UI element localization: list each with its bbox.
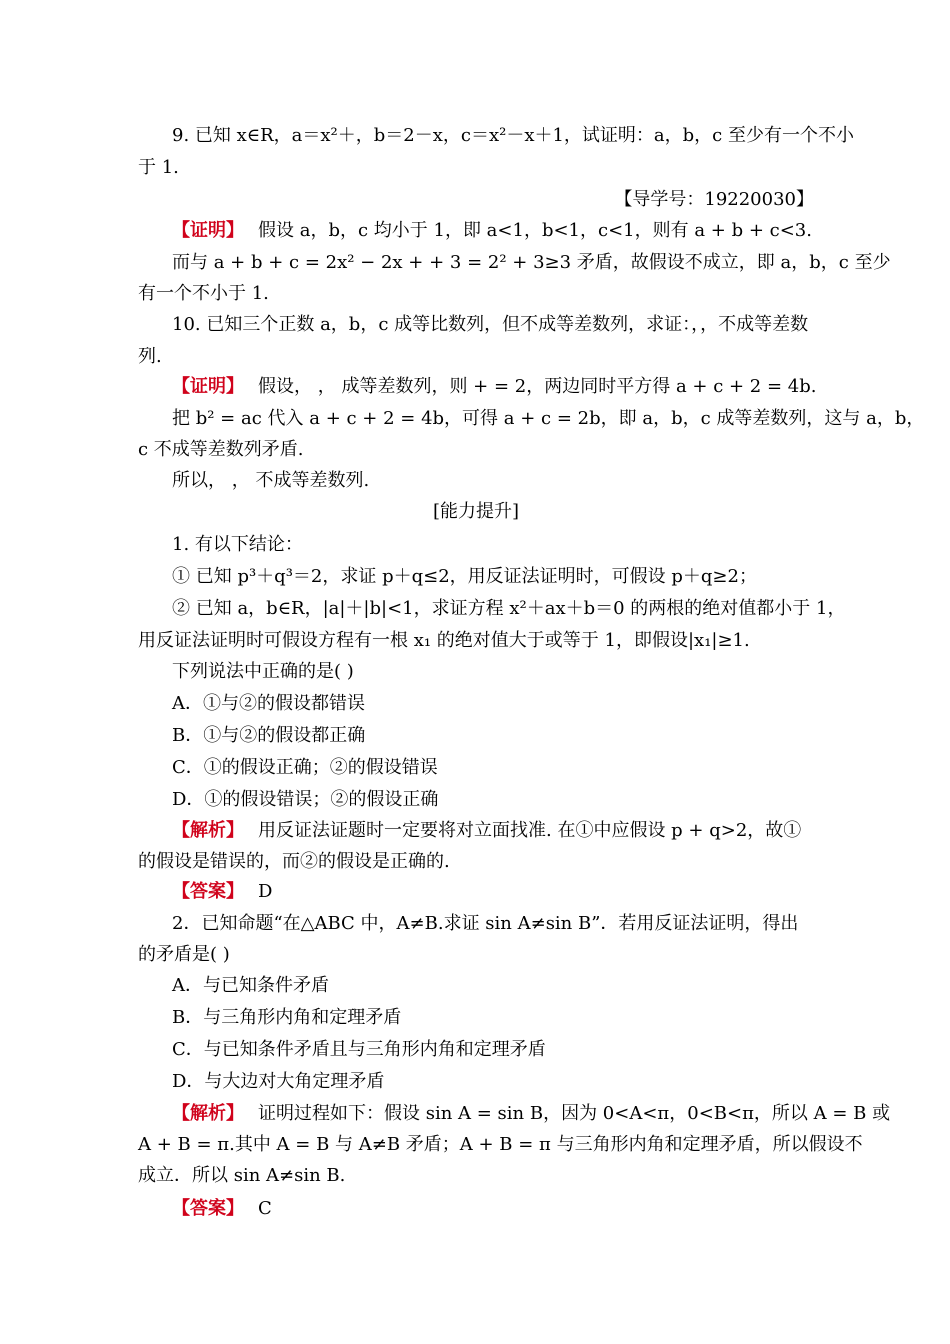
p2-option-b: B．与三角形内角和定理矛盾 [172, 1007, 402, 1028]
answer-tag: 【答案】 [172, 881, 244, 902]
p2-stem-line1: 2．已知命题“在△ABC 中，A≠B.求证 sin A≠sin B”．若用反证法证明，得出 [172, 913, 799, 934]
p1-option-c: C．①的假设正确；②的假设错误 [172, 757, 438, 778]
q10-line1: 10. 已知三个正数 a，b，c 成等比数列，但不成等差数列，求证：，，不成等差数 [172, 314, 809, 335]
p1-statement-1: ① 已知 p³＋q³＝2，求证 p＋q≤2，用反证法证明时，可假设 p＋q≥2； [172, 566, 757, 587]
q9-proof-line1: 【证明】 假设 a，b，c 均小于 1，即 a<1，b<1，c<1，则有 a + b + c<3. [172, 220, 812, 241]
p2-option-a: A．与已知条件矛盾 [172, 975, 329, 996]
analysis-tag: 【解析】 [172, 1103, 244, 1124]
q10-proof-line4: 所以， ， 不成等差数列. [172, 470, 370, 491]
q9-line2: 于 1. [138, 157, 179, 178]
q10-proof-line3: c 不成等差数列矛盾. [138, 439, 304, 460]
p1-statement-2b: 用反证法证明时可假设方程有一根 x₁ 的绝对值大于或等于 1，即假设|x₁|≥1. [138, 630, 750, 651]
p1-option-d: D．①的假设错误；②的假设正确 [172, 789, 439, 810]
p1-analysis-line2: 的假设是错误的，而②的假设是正确的. [138, 851, 450, 872]
section-title: [能力提升] [432, 501, 520, 522]
p2-analysis-line2: A + B = π.其中 A = B 与 A≠B 矛盾；A + B = π 与三角形内角和定理矛盾，所以假设不 [138, 1134, 863, 1155]
p1-stem: 1. 有以下结论： [172, 534, 303, 555]
p2-option-d: D．与大边对大角定理矛盾 [172, 1071, 385, 1092]
p2-option-c: C．与已知条件矛盾且与三角形内角和定理矛盾 [172, 1039, 546, 1060]
q10-line2: 列. [138, 346, 162, 367]
p1-option-b: B．①与②的假设都正确 [172, 725, 366, 746]
p1-answer: 【答案】 D [172, 881, 273, 902]
q9-proof-line2: 而与 a + b + c = 2x² − 2x + + 3 = 2² + 3≥3 矛盾，故假设不成立，即 a，b，c 至少 [172, 252, 891, 273]
proof-tag: 【证明】 [172, 220, 244, 241]
analysis-tag: 【解析】 [172, 820, 244, 841]
p1-statement-2a: ② 已知 a，b∈R，|a|＋|b|<1，求证方程 x²＋ax＋b＝0 的两根的绝对值都小于 1， [172, 598, 846, 619]
q9-line1: 9. 已知 x∈R，a＝x²＋，b＝2－x，c＝x²－x＋1，试证明：a，b，c 至少有一个不小 [172, 125, 854, 146]
q10-proof-line1: 【证明】 假设， ， 成等差数列，则 + = 2，两边同时平方得 a + c + 2 = 4b. [172, 376, 817, 397]
p2-analysis-line1: 【解析】 证明过程如下：假设 sin A = sin B，因为 0<A<π，0<B<π，所以 A = B 或 [172, 1103, 891, 1124]
proof-tag: 【证明】 [172, 376, 244, 397]
p2-answer: 【答案】 C [172, 1198, 272, 1219]
q9-proof-line3: 有一个不小于 1. [138, 283, 269, 304]
p2-analysis-line3: 成立．所以 sin A≠sin B. [138, 1165, 346, 1186]
p1-analysis-line1: 【解析】 用反证法证题时一定要将对立面找准. 在①中应假设 p + q>2，故① [172, 820, 802, 841]
p1-option-a: A．①与②的假设都错误 [172, 693, 365, 714]
p1-question: 下列说法中正确的是( ) [172, 661, 354, 682]
guide-number: 【导学号：19220030】 [614, 189, 814, 210]
q10-proof-line2: 把 b² = ac 代入 a + c + 2 = 4b，可得 a + c = 2b，即 a，b，c 成等差数列，这与 a，b， [172, 408, 925, 429]
p2-stem-line2: 的矛盾是( ) [138, 944, 230, 965]
answer-tag: 【答案】 [172, 1198, 244, 1219]
